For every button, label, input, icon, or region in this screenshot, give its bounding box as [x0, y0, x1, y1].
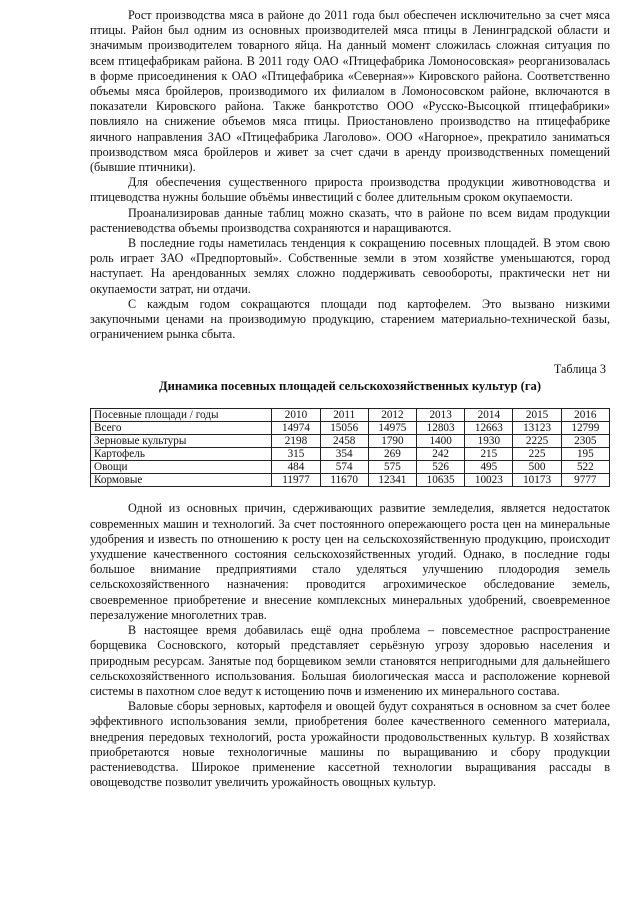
paragraph: В последние годы наметилась тенденция к сокращению посевных площадей. В этом свою роль играет ЗАО «Предпортовый». Собственные земли в этом хозяйстве уменьшаются, город наступает. На арендованных землях сложно поддерживать севообороты, практически нет ни окупаемости затрат, ни отдачи. — [90, 236, 610, 296]
table-cell: 2225 — [513, 435, 561, 448]
paragraph: Проанализировав данные таблиц можно сказать, что в районе по всем видам продукции растениеводства объемы производства сохраняются и наращиваются. — [90, 205, 610, 235]
table-row — [91, 474, 610, 487]
row-label: Всего — [91, 422, 272, 435]
table-cell: 9777 — [561, 474, 609, 487]
table-cell: 315 — [272, 448, 320, 461]
table-cell: 495 — [465, 461, 513, 474]
year-header: 2012 — [368, 409, 416, 422]
row-label: Кормовые — [91, 474, 272, 487]
table-title: Динамика посевных площадей сельскохозяйственных культур (га) — [158, 379, 542, 394]
paragraph: С каждым годом сокращаются площади под картофелем. Это вызвано низкими закупочными ценами на производимую продукцию, старением материально-технической базы, ограничением рынка сбыта. — [90, 296, 610, 342]
table-header-label: Посевные площади / годы — [91, 409, 272, 422]
table-cell: 10023 — [465, 474, 513, 487]
table-cell: 11670 — [320, 474, 368, 487]
table-cell: 13123 — [513, 422, 561, 435]
table-cell: 12803 — [417, 422, 465, 435]
table-cell: 215 — [465, 448, 513, 461]
table-number: Таблица 3 — [553, 362, 606, 377]
table-cell: 2305 — [561, 435, 609, 448]
table-cell: 354 — [320, 448, 368, 461]
table-cell: 526 — [417, 461, 465, 474]
crop-area-table — [90, 408, 610, 487]
table-cell: 14974 — [272, 422, 320, 435]
table-cell: 575 — [368, 461, 416, 474]
table-cell: 10635 — [417, 474, 465, 487]
table-cell: 522 — [561, 461, 609, 474]
year-header: 2013 — [417, 409, 465, 422]
table-cell: 12799 — [561, 422, 609, 435]
table-cell: 12341 — [368, 474, 416, 487]
table-cell: 242 — [417, 448, 465, 461]
paragraph: Рост производства мяса в районе до 2011 года был обеспечен исключительно за счет мяса птицы. Район был одним из основных производителей мяса птицы в Ленинградской области и значимым производителем товарного яйца. На данный момент сложилась сложная ситуация по всем птицефабрикам района. В 2011 году ОАО «Птицефабрика Ломоносовская» реорганизовалась в форме присоединения к ОАО «Птицефабрика «Северная»» Кировского района. Соответственно объемы мяса бройлеров, производимого их филиалом в Ломоносовском районе, включаются в показатели Кировского района. Также банкротство ООО «Русско-Высоцкой птицефабрики» повлияло на снижение объемов мяса птицы. Приостановлено производство на птицефабрике яичного направления ЗАО «Птицефабрика Лаголово». ООО «Нагорное», прекратило заниматься производством мяса бройлеров и живет за счет сдачи в аренду производственных помещений (бывшие птичники). — [90, 8, 610, 175]
paragraph: Для обеспечения существенного прироста производства продукции животноводства и птицеводства нужны большие объёмы инвестиций с более длительным сроком окупаемости. — [90, 175, 610, 205]
row-label: Зерновые культуры — [91, 435, 272, 448]
year-header: 2011 — [320, 409, 368, 422]
table-cell: 14975 — [368, 422, 416, 435]
paragraph: В настоящее время добавилась ещё одна проблема – повсеместное распространение борщевика Сосновского, который представляет серьёзную угрозу здоровью населения и природным ресурсам. Занятые под борщевиком земли становятся непригодными для дальнейшего сельскохозяйственного использования. Большая биологическая масса и расположение корневой системы в пахотном слое ведут к истощению почв и изменению их минерального состава. — [90, 623, 610, 698]
year-header: 2015 — [513, 409, 561, 422]
table-cell: 195 — [561, 448, 609, 461]
table-row — [91, 448, 610, 461]
table-cell: 269 — [368, 448, 416, 461]
table-cell: 15056 — [320, 422, 368, 435]
table-cell: 11977 — [272, 474, 320, 487]
year-header: 2016 — [561, 409, 609, 422]
table-cell: 12663 — [465, 422, 513, 435]
row-label: Картофель — [91, 448, 272, 461]
table-cell: 2198 — [272, 435, 320, 448]
row-label: Овощи — [91, 461, 272, 474]
table-header-row — [91, 409, 610, 422]
table-cell: 574 — [320, 461, 368, 474]
year-header: 2014 — [465, 409, 513, 422]
table-cell: 1930 — [465, 435, 513, 448]
table-row — [91, 435, 610, 448]
table-row — [91, 422, 610, 435]
table-cell: 484 — [272, 461, 320, 474]
year-header: 2010 — [272, 409, 320, 422]
table-cell: 2458 — [320, 435, 368, 448]
paragraph: Валовые сборы зерновых, картофеля и овощей будут сохраняться в основном за счет более эффективного использования земли, приобретения более качественного семенного материала, внедрения передовых технологий, роста урожайности продовольственных культур. В хозяйствах приобретаются новые технологичные машины по выращиванию и сбору продукции растениеводства. Широкое применение кассетной технологии выращивания рассады в овощеводстве позволит увеличить урожайность овощных культур. — [90, 699, 610, 790]
table-cell: 1400 — [417, 435, 465, 448]
table-cell: 10173 — [513, 474, 561, 487]
table-row — [91, 461, 610, 474]
table-cell: 1790 — [368, 435, 416, 448]
table-cell: 500 — [513, 461, 561, 474]
paragraph: Одной из основных причин, сдерживающих развитие земледелия, является недостаток современных машин и технологий. За счет постоянного опережающего роста цен на минеральные удобрения и известь по отношению к росту цен на сельскохозяйственную продукцию, происходит ухудшение качественного состояния сельскохозяйственных угодий. Однако, в последние годы большое внимание предприятиями стало уделяться улучшению плодородия земель сельскохозяйственного назначения: проводится агрохимическое обследование земель, своевременное приобретение и внесение комплексных минеральных удобрений, своевременное перезалужение многолетних трав. — [90, 501, 610, 622]
table-cell: 225 — [513, 448, 561, 461]
